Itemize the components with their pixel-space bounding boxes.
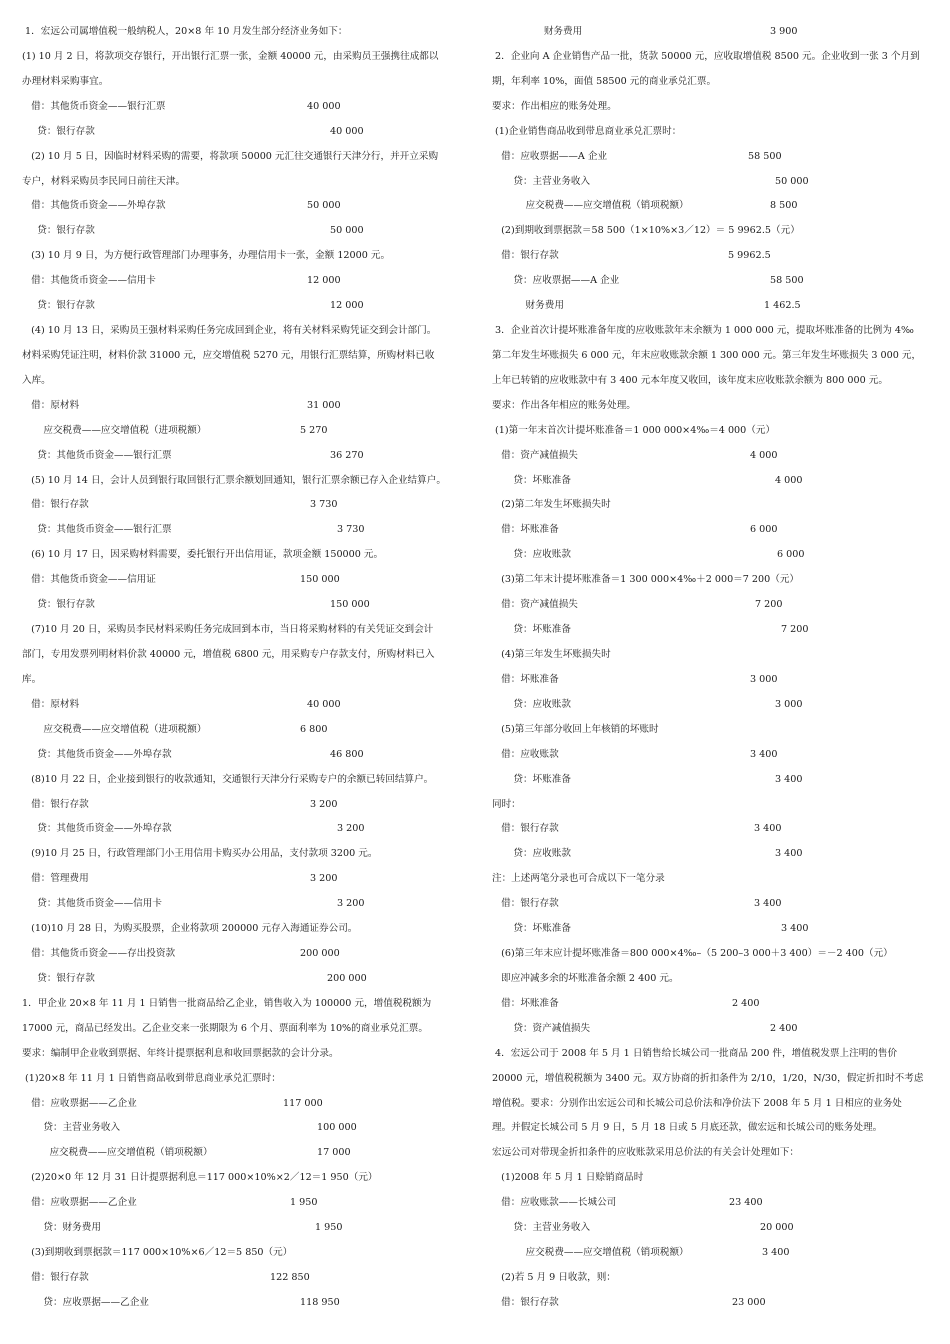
line-text: 部门，专用发票列明材料价款 40000 元，增值税 6800 元，用采购专户存款支付，所购材料已入	[22, 649, 435, 660]
line-text: 贷：银行存款	[22, 125, 95, 137]
line-text: 贷：应收账款	[492, 549, 571, 561]
line-amount: 46 800	[330, 748, 364, 760]
line-text: 上年已转销的应收账款中有 3 400 元本年度又收回，该年度末应收账款余额为 800 000 元。	[492, 374, 888, 386]
line-amount: 5 9962.5	[728, 250, 771, 262]
line-text: 借：应收票据——乙企业	[22, 1097, 137, 1109]
line-text: 借：应收票据——A 企业	[492, 150, 608, 162]
line-text: 贷：其他货币资金——银行汇票	[22, 449, 172, 461]
line-text: 贷：应收账款	[492, 848, 571, 860]
line-text: (3)第二年末计提坏账准备＝1 300 000×4‰＋2 000＝7 200（元）	[492, 574, 800, 586]
line-text: 专户，材料采购员李民同日前往天津。	[22, 175, 186, 187]
line-amount: 3 900	[770, 26, 798, 37]
line-amount: 200 000	[327, 972, 367, 984]
line-amount: 150 000	[300, 574, 340, 586]
line-text: 借：其他货币资金——外埠存款	[22, 200, 166, 212]
line-amount: 100 000	[317, 1122, 357, 1134]
line-text: 贷：资产减值损失	[492, 1022, 591, 1034]
line-amount: 6 800	[300, 723, 328, 735]
line-amount: 12 000	[330, 300, 364, 312]
line-amount: 3 400	[775, 773, 803, 785]
line-amount: 3 400	[762, 1247, 790, 1259]
line-text: (1)20×8 年 11 月 1 日销售商品收到带息商业承兑汇票时：	[22, 1072, 281, 1084]
line-amount: 3 730	[337, 524, 365, 536]
line-text: 借：坏账准备	[492, 673, 559, 685]
line-text: (6)第三年末应计提坏账准备＝800 000×4‰–（5 200–3 000＋3 400）＝－2 400（元）	[492, 948, 893, 960]
line-text: 注：上述两笔分录也可合成以下一笔分录	[492, 873, 665, 885]
line-text: 贷：坏账准备	[492, 923, 571, 935]
line-text: (6) 10 月 17 日，因采购材料需要，委托银行开出信用证，款项金额 150000 元。	[22, 549, 384, 561]
line-amount: 3 400	[775, 848, 803, 860]
line-amount: 3 200	[310, 798, 338, 810]
line-text: 增值税。要求：分别作出宏远公司和长城公司总价法和净价法下 2008 年 5 月 1 日相应的业务处	[492, 1097, 902, 1109]
line-text: 即应冲减多余的坏账准备余额 2 400 元。	[492, 972, 679, 984]
line-text: 要求：作出相应的账务处理。	[492, 100, 617, 112]
line-text: 贷：主营业务收入	[22, 1122, 121, 1134]
line-amount: 1 462.5	[764, 300, 801, 312]
line-text: 应交税费——应交增值税（进项税额）	[22, 723, 207, 735]
line-text: 贷：主营业务收入	[492, 175, 591, 187]
line-text: (3)到期收到票据款＝117 000×10%×6／12＝5 850（元）	[22, 1247, 293, 1259]
line-text: 要求：编制甲企业收到票据、年终计提票据利息和收回票据款的会计分录。	[22, 1047, 339, 1059]
line-text: 借：管理费用	[22, 873, 89, 885]
line-amount: 3 400	[754, 823, 782, 835]
line-text: 1．宏远公司属增值税一般纳税人，20×8 年 10 月发生部分经济业务如下：	[22, 26, 348, 37]
line-text: 贷：应收账款	[492, 698, 571, 710]
line-text: 借：应收票据——乙企业	[22, 1197, 137, 1209]
line-text: 材料采购凭证注明，材料价款 31000 元，应交增值税 5270 元，用银行汇票结算，所购材料已收	[22, 349, 435, 361]
line-text: (1)2008 年 5 月 1 日赊销商品时	[492, 1172, 644, 1184]
line-text: (1)第一年末首次计提坏账准备＝1 000 000×4‰＝4 000（元）	[492, 424, 776, 436]
line-text: 借：银行存款	[492, 898, 559, 910]
line-amount: 23 400	[729, 1197, 763, 1209]
line-text: 借：应收账款	[492, 748, 559, 760]
line-text: 同时：	[492, 798, 521, 810]
line-text: 2．企业向 A 企业销售产品一批，货款 50000 元，应收取增值税 8500 元。企业收到一张 3 个月到	[492, 50, 920, 62]
line-amount: 31 000	[307, 399, 341, 411]
line-text: 借：银行存款	[492, 1296, 559, 1308]
line-text: (1) 10 月 2 日，将款项交存银行，开出银行汇票一张，金额 40000 元，由采购员王强携往成都以	[22, 50, 439, 62]
line-text: 贷：其他货币资金——外埠存款	[22, 748, 172, 760]
line-amount: 23 000	[732, 1296, 766, 1308]
line-text: 借：其他货币资金——信用卡	[22, 275, 156, 287]
line-text: 借：坏账准备	[492, 524, 559, 536]
line-text: 借：坏账准备	[492, 997, 559, 1009]
line-text: 借：其他货币资金——存出投资款	[22, 948, 176, 960]
line-text: 借：应收账款——长城公司	[492, 1197, 617, 1209]
line-text: 借：银行存款	[492, 823, 559, 835]
line-amount: 8 500	[770, 200, 798, 212]
line-text: 贷：财务费用	[22, 1222, 101, 1234]
line-text: (1)企业销售商品收到带息商业承兑汇票时：	[492, 125, 682, 137]
line-amount: 5 270	[300, 424, 328, 436]
line-text: 20000 元，增值税税额为 3400 元。双方协商的折扣条件为 2/10，1/20，N/30，假定折扣时不考虑	[492, 1072, 924, 1084]
line-amount: 40 000	[307, 100, 341, 112]
line-text: 财务费用	[492, 26, 583, 37]
line-text: (5) 10 月 14 日，会计人员到银行取回银行汇票余额划回通知，银行汇票余额已存入企业结算户。	[22, 474, 446, 486]
line-text: (8)10 月 22 日，企业接到银行的收款通知，交通银行天津分行采购专户的余额已转回结算户。	[22, 773, 434, 785]
line-text: 宏远公司对带现金折扣条件的应收账款采用总价法的有关会计处理如下：	[492, 1147, 799, 1159]
line-text: 贷：其他货币资金——外埠存款	[22, 823, 172, 835]
line-text: 借：银行存款	[22, 499, 89, 511]
line-text: 17000 元，商品已经发出。乙企业交来一张期限为 6 个月、票面利率为 10%的商业承兑汇票。	[22, 1022, 428, 1034]
line-text: (2)若 5 月 9 日收款，则：	[492, 1272, 616, 1283]
line-amount: 3 400	[750, 748, 778, 760]
line-text: 贷：其他货币资金——信用卡	[22, 898, 162, 910]
line-amount: 3 200	[337, 823, 365, 835]
line-text: (2) 10 月 5 日，因临时材料采购的需要，将款项 50000 元汇往交通银行天津分行，并开立采购	[22, 150, 439, 162]
line-amount: 17 000	[317, 1147, 351, 1159]
line-text: 贷：应收票据——A 企业	[492, 275, 620, 287]
line-text: (2)第二年发生坏账损失时	[492, 499, 611, 511]
line-amount: 50 000	[330, 225, 364, 237]
line-amount: 4 000	[750, 449, 778, 461]
line-text: 期，年利率 10%，面值 58500 元的商业承兑汇票。	[492, 75, 717, 87]
line-text: 借：银行存款	[22, 1272, 89, 1283]
line-text: 要求：作出各年相应的账务处理。	[492, 399, 636, 411]
line-text: 应交税费——应交增值税（销项税额）	[492, 200, 689, 212]
line-amount: 3 400	[781, 923, 809, 935]
line-text: (10)10 月 28 日，为购买股票，企业将款项 200000 元存入海通证券公司。	[22, 923, 358, 935]
line-text: (9)10 月 25 日，行政管理部门小王用信用卡购买办公用品，支付款项 3200 元。	[22, 848, 378, 860]
line-amount: 117 000	[283, 1097, 323, 1109]
line-text: 借：资产减值损失	[492, 599, 578, 611]
line-amount: 118 950	[300, 1296, 340, 1308]
line-text: 贷：坏账准备	[492, 474, 571, 486]
line-amount: 3 200	[337, 898, 365, 910]
line-text: 贷：银行存款	[22, 599, 95, 611]
line-amount: 4 000	[775, 474, 803, 486]
line-amount: 20 000	[760, 1222, 794, 1234]
line-amount: 3 000	[775, 698, 803, 710]
line-text: 理。并假定长城公司 5 月 9 日，5 月 18 日或 5 月底还款，做宏远和长城公司的账务处理。	[492, 1122, 883, 1134]
line-text: 3．企业首次计提坏账准备年度的应收账款年末余额为 1 000 000 元，提取坏账准备的比例为 4‰	[492, 325, 914, 337]
line-text: 第二年发生坏账损失 6 000 元，年末应收账款余额 1 300 000 元。第三年发生坏账损失 3 000 元，	[492, 349, 922, 361]
line-text: 借：原材料	[22, 399, 80, 411]
line-amount: 58 500	[770, 275, 804, 287]
line-text: 贷：坏账准备	[492, 773, 571, 785]
line-amount: 36 270	[330, 449, 364, 461]
line-text: 借：银行存款	[492, 250, 559, 262]
line-amount: 3 400	[754, 898, 782, 910]
line-amount: 40 000	[330, 125, 364, 137]
line-text: 贷：银行存款	[22, 300, 95, 312]
line-amount: 58 500	[748, 150, 782, 162]
line-text: 应交税费——应交增值税（销项税额）	[22, 1147, 213, 1159]
line-amount: 3 730	[310, 499, 338, 511]
line-amount: 50 000	[775, 175, 809, 187]
line-text: 贷：坏账准备	[492, 624, 571, 636]
line-text: 办理材料采购事宜。	[22, 75, 109, 87]
line-amount: 12 000	[307, 275, 341, 287]
line-amount: 50 000	[307, 200, 341, 212]
line-text: 借：原材料	[22, 698, 80, 710]
line-amount: 6 000	[777, 549, 805, 561]
line-text: 应交税费——应交增值税（进项税额）	[22, 424, 207, 436]
line-amount: 200 000	[300, 948, 340, 960]
line-text: 借：其他货币资金——银行汇票	[22, 100, 166, 112]
line-amount: 3 000	[750, 673, 778, 685]
line-amount: 40 000	[307, 698, 341, 710]
line-text: 借：其他货币资金——信用证	[22, 574, 156, 586]
line-text: (4)第三年发生坏账损失时	[492, 649, 611, 660]
line-text: 贷：银行存款	[22, 972, 95, 984]
line-amount: 7 200	[755, 599, 783, 611]
line-text: 财务费用	[492, 300, 564, 312]
line-text: (3) 10 月 9 日，为方便行政管理部门办理事务，办理信用卡一张，金额 12000 元。	[22, 250, 391, 262]
line-text: (7)10 月 20 日，采购员李民材料采购任务完成回到本市，当日将采购材料的有关凭证交到会计	[22, 624, 434, 636]
line-text: (4) 10 月 13 日，采购员王强材料采购任务完成回到企业，将有关材料采购凭证交到会计部门。	[22, 325, 437, 337]
line-amount: 1 950	[290, 1197, 318, 1209]
line-amount: 122 850	[270, 1272, 310, 1283]
line-amount: 150 000	[330, 599, 370, 611]
line-amount: 6 000	[750, 524, 778, 536]
line-text: (5)第三年部分收回上年核销的坏账时	[492, 723, 659, 735]
line-amount: 3 200	[310, 873, 338, 885]
line-text: 借：资产减值损失	[492, 449, 578, 461]
line-text: 入库。	[22, 374, 51, 386]
line-amount: 7 200	[781, 624, 809, 636]
line-text: 借：银行存款	[22, 798, 89, 810]
line-amount: 1 950	[315, 1222, 343, 1234]
line-text: 4．宏远公司于 2008 年 5 月 1 日销售给长城公司一批商品 200 件，增值税发票上注明的售价	[492, 1047, 898, 1059]
line-text: (2)20×0 年 12 月 31 日计提票据利息＝117 000×10%×2／12＝1 950（元）	[22, 1172, 378, 1184]
line-amount: 2 400	[732, 997, 760, 1009]
line-text: 贷：主营业务收入	[492, 1222, 591, 1234]
line-text: 库。	[22, 673, 42, 685]
line-text: 贷：应收票据——乙企业	[22, 1296, 149, 1308]
line-text: 应交税费——应交增值税（销项税额）	[492, 1247, 689, 1259]
line-amount: 2 400	[770, 1022, 798, 1034]
line-text: (2)到期收到票据款＝58 500（1×10%×3／12）＝ 5 9962.5（元）	[492, 225, 800, 237]
line-text: 贷：其他货币资金——银行汇票	[22, 524, 172, 536]
line-text: 贷：银行存款	[22, 225, 95, 237]
line-text: 1．甲企业 20×8 年 11 月 1 日销售一批商品给乙企业，销售收入为 100000 元，增值税税额为	[22, 997, 432, 1009]
